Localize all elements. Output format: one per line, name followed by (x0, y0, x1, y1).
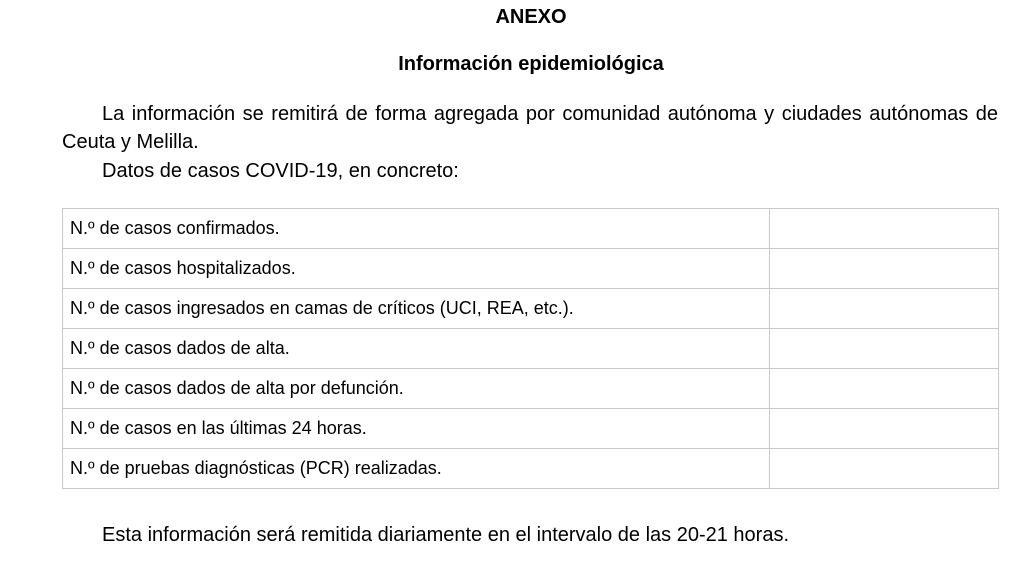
row-label: N.º de casos confirmados. (63, 209, 770, 249)
table-row (63, 449, 999, 489)
document-subheading: Información epidemiológica (398, 53, 664, 75)
table-row (63, 249, 999, 289)
row-value (770, 249, 999, 289)
intro-paragraph: La información se remitirá de forma agregada por comunidad autónoma y ciudades autónomas de Ceuta y Melilla. (62, 103, 998, 153)
row-label: N.º de casos en las últimas 24 horas. (63, 409, 770, 449)
row-value (770, 289, 999, 329)
row-value (770, 329, 999, 369)
row-label: N.º de casos ingresados en camas de críticos (UCI, REA, etc.). (63, 289, 770, 329)
row-value (770, 369, 999, 409)
footer-paragraph: Esta información será remitida diariamente en el intervalo de las 20-21 horas. (102, 524, 790, 546)
row-label: N.º de pruebas diagnósticas (PCR) realizadas. (63, 449, 770, 489)
table-row (63, 329, 999, 369)
row-value (770, 449, 999, 489)
table-row (63, 369, 999, 409)
table-row (63, 409, 999, 449)
row-label: N.º de casos hospitalizados. (63, 249, 770, 289)
row-label: N.º de casos dados de alta por defunción. (63, 369, 770, 409)
row-value (770, 209, 999, 249)
table-row (63, 209, 999, 249)
document-heading: ANEXO (495, 6, 567, 28)
intro-line-2: Datos de casos COVID-19, en concreto: (102, 160, 459, 182)
epidemiological-data-table (62, 208, 999, 489)
row-label: N.º de casos dados de alta. (63, 329, 770, 369)
row-value (770, 409, 999, 449)
table-row (63, 289, 999, 329)
